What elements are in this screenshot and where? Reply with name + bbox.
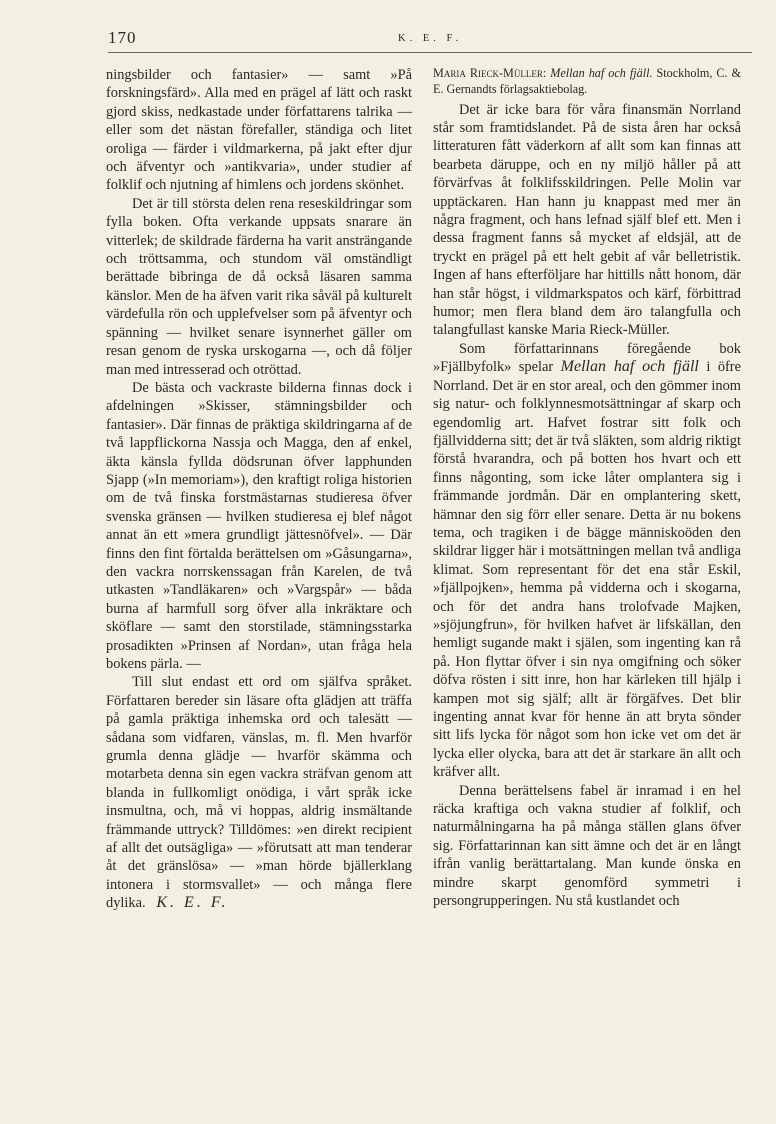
- review-heading: Maria Rieck-Müller: Mellan haf och fjäll. Stockholm, C. & E. Gernandts förlagsaktiebolag.: [433, 66, 741, 96]
- paragraph: ningsbilder och fantasier» — samt »På forskningsfärd». Alla med en prägel af lätt och raskt gjord skiss, nedkastade under författarens talrika — eller som det nästan förefaller, ständiga och litet oroliga — färder i vildmarkerna, på jakt efter djur och äfventyr och »antikvaria», under studier af folklif och njutning af himlens och jordens skönhet.: [106, 67, 412, 194]
- running-head: K. E. F.: [398, 33, 463, 44]
- paragraph: De bästa och vackraste bilderna finnas dock i afdelningen »Skisser, stämningsbilder och fantasier». Där finnas de präktiga skildringarna af de två lappflickorna Nassja och Magga, den af enkel, äkta känsla fyllda dödsrunan öfver lapphunden Sjapp (»In memoriam»), den kraftigt roliga historien om de två finska forstmästarnas studieresa öfver svenska gränsen — hvilken studieresa ej blef något annat än ett »mera grundligt jättesnöfvel». — Där finns den fint förtalda berättelsen om »Gåsungarna», den vackra norrskenssagan från Karelen, de två utkasten »Tandläkaren» och »Vargspår» — båda burna af harmfull sorg öfver alla inkräktare och sköflare — samt den storstilade, stämningsstarka prosadikten »Prinsen af Nordan», utan fråga hela bokens pärla. —: [106, 379, 412, 672]
- paragraph-text: Till slut endast ett ord om själfva språket. Författaren bereder sin läsare ofta glädjen att träffa på gamla präktiga inhemska ord och talesätt — sådana som vidfaren, vänslas, m. fl. Men hvarför grumla denna glädje — hvarför skämma och motarbeta denna sin egen vackra sträfvan genom att blanda in fullkomligt onödiga, i vårt språk icke insmultna, och, må vi hoppas, aldrig insmältande främmande uttryck? Tilldömes: »en direkt recipient af allt det outsägliga» — »förutsatt att man tenderar åt det gränslösa» — »man hörde bjällerklang intonera i stormsvallet» — och många flere dylika.: [106, 674, 412, 912]
- paragraph-text: Som författarinnans föregående bok »Fjällbyfolk» spelar: [433, 340, 741, 376]
- page-number: 170: [108, 28, 137, 47]
- review-title: Mellan haf och fjäll.: [550, 66, 653, 80]
- signature: K. E. F.: [156, 894, 229, 912]
- paragraph: Det är till största delen rena reseskildringar som fylla boken. Ofta verkande uppsats snarare än vitterlek; de skildrade färderna ha varit ansträngande och tröttsamma, och stundom väl omständligt berättade bibringa de då också läsaren samma känslor. Men de ha äfven varit rika såväl på kulturelt värdefulla rön och upplefvelser som på äfventyr och spänning — hvilket senare isynnerhet gäller om resan genom de ryska urskogarna —, och då följer man med intresserad och otröttad.: [106, 195, 412, 378]
- paragraph: Det är icke bara för våra finansmän Norrland står som framtidslandet. På de sista åren har också litteraturen fått väderkorn af allt som kan finnas att bearbeta däruppe, och en ny miljö håller på att förvärfvas åt folklifsskildringen. Pelle Molin var upptäckaren. Han hann ju knappast med mer än några fragment, och hans lefnad själf blef ett. Men i dessa fragment fanns så mycket af eldsjäl, att de tryckt en prägel på ett helt gebit af vår belletristik. Ingen af hans efterföljare har hittills nått honom, där han står högst, i vildmarkspatos och kärf, förbittrad humor; men flera bland dem äro talangfulla och talangfullast kanske Maria Rieck-Müller.: [433, 101, 741, 339]
- book-title: Mellan haf och fjäll: [560, 358, 699, 376]
- right-column: [433, 66, 741, 910]
- paragraph: Denna berättelsens fabel är inramad i en hel räcka kraftiga och vakna studier af folklif, och naturmålningarna ha på många ställen glans öfver sig. Författarinnan kan sitt ämne och det är en långt ifrån vanlig berättartalang. Man kunde önska en mindre skarpt genomförd symmetri i persongrupperingen. Nu stå kustlandet och: [433, 782, 741, 910]
- review-author: Maria Rieck-Müller: [433, 66, 543, 80]
- page-header: [108, 26, 752, 53]
- paragraph: [106, 673, 412, 912]
- left-column: [106, 66, 412, 913]
- paragraph-text: i öfre Norrland. Det är en stor areal, och den gömmer inom sig natur- och folklynnesmotsättningar af skarp och egendomlig art. Hafvet fostrar sitt folk och fjällvidderna sitt; det är två släkten, som aldrig riktigt förstå hvarandra, och på botten hos hvart och ett finns någonting, som icke låter omplantera sig i främmande jordmån. Där en omplantering skett, hämnar den sig förr eller senare. Detta är nu bokens tema, och tragiken i de bägge människoöden den skildrar ligger här i motsättningen mellan två andliga klimat. Som representant för det ena står Eskil, »fjällpojken», hemma på vidderna och i skogarna, och för det andra hans trolofvade Majken, »sjöjungfrun», för hvilken hafvet är lifskällan, den hemligt sugande makt i själen, som ingenting kan rå på. Hon flyttar öfver i sin nya omgifning och söker döfva rösten i sitt inre, hon har kärleken till hjälp i kampen mot sig själf; allt är förgäfves. Det blir ingenting annat kvar för henne än att bryta sönder sitt lifs lycka för något som hon icke vet om det är lycka eller olycka, bara att det är starkare än allt och kräfver allt.: [433, 359, 741, 781]
- paragraph: [433, 340, 741, 782]
- review-publisher: Stockholm, C. & E. Gernandts förlagsaktiebolag.: [433, 66, 741, 96]
